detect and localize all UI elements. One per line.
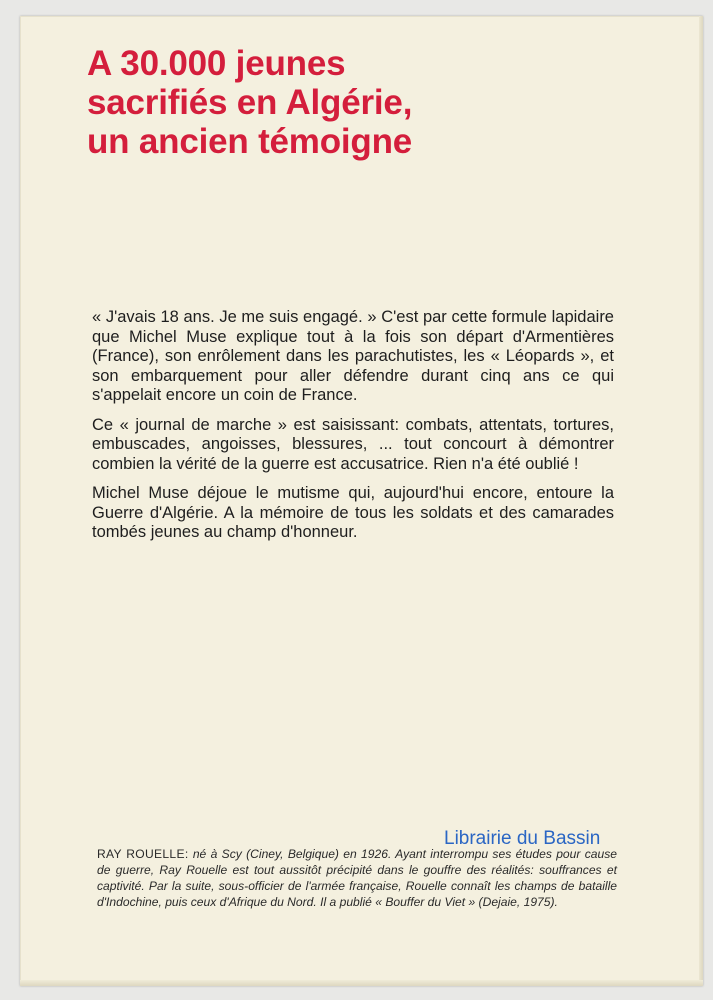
headline-line-3: un ancien témoigne: [87, 122, 413, 161]
cover-bottom-edge: [20, 980, 703, 986]
blurb-paragraph-2: Ce « journal de marche » est saisissant: combats, attentats, tortures, embuscades, angoisses, blessures, ... tout concourt à démontrer combien la vérité de la guerre est accusatrice. Rien n'a été oublié !: [92, 415, 614, 473]
seller-watermark: Librairie du Bassin: [444, 828, 601, 849]
blurb-paragraph-3: Michel Muse déjoue le mutisme qui, aujourd'hui encore, entoure la Guerre d'Algérie. A la mémoire de tous les soldats et des camarades tombés jeunes au champ d'honneur.: [92, 484, 614, 541]
author-bio: [97, 846, 617, 910]
headline-line-2: sacrifiés en Algérie,: [87, 83, 413, 122]
cover-right-edge: [699, 16, 703, 986]
headline-line-1: A 30.000 jeunes: [87, 44, 346, 83]
blurb-text: [92, 308, 614, 553]
blurb-paragraph-1: « J'avais 18 ans. Je me suis engagé. » C'est par cette formule lapidaire que Michel Muse explique tout à la fois son départ d'Armentières (France), son enrôlement dans les parachutistes, les « Léopards », et son embarquement pour aller défendre durant cinq ans ce qui s'appelait encore un coin de France.: [92, 308, 614, 404]
author-name: RAY ROUELLE:: [97, 847, 189, 861]
author-bio-text: né à Scy (Ciney, Belgique) en 1926. Ayant interrompu ses études pour cause de guerre, Ray Rouelle est tout aussitôt précipité dans le gouffre des réalités: souffrances et captivité. Par la suite, sous-officier de l'armée française, Rouelle connaît les champs de bataille d'Indochine, puis ceux d'Afrique du Nord. Il a publié « Bouffer du Viet » (Dejaie, 1975).: [97, 847, 617, 909]
headline: [87, 44, 647, 161]
